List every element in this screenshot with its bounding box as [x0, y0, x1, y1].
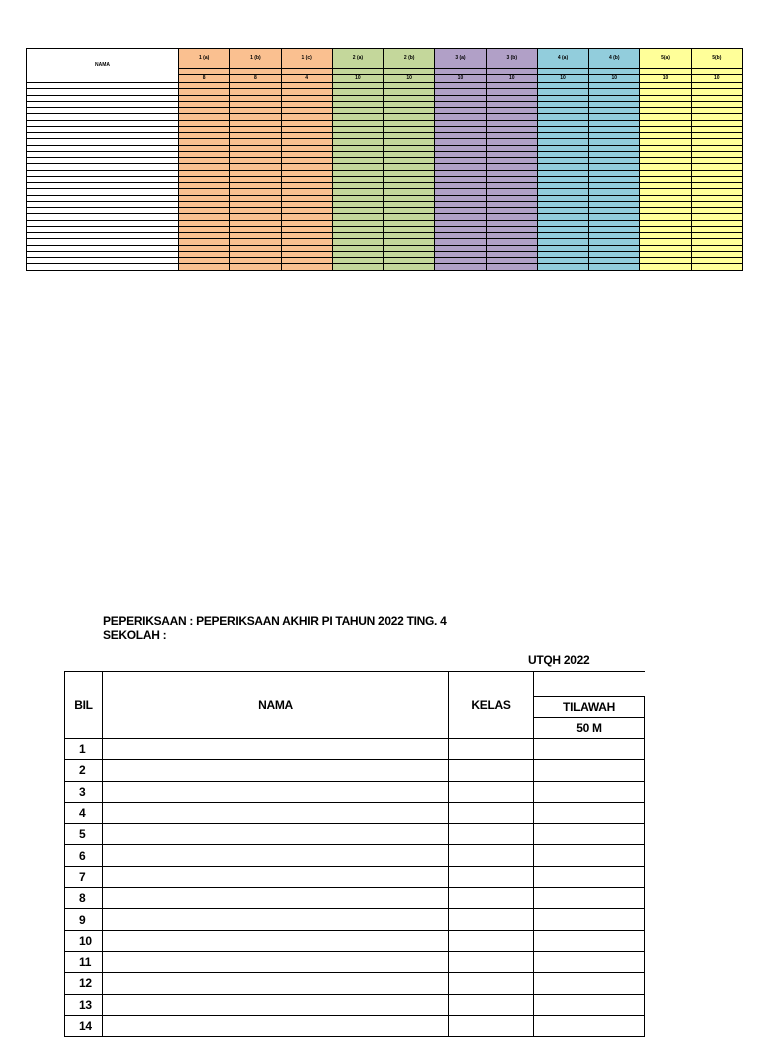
- score-cell[interactable]: [486, 264, 537, 270]
- question-header: 5(b): [691, 49, 742, 69]
- tilawah-cell[interactable]: [534, 994, 645, 1015]
- nama-cell[interactable]: [103, 951, 449, 972]
- score-cell[interactable]: [640, 264, 691, 270]
- question-header: 2 (b): [384, 49, 435, 69]
- question-header: 4 (a): [537, 49, 588, 69]
- tilawah-cell[interactable]: [534, 973, 645, 994]
- tilawah-header: TILAWAH: [534, 697, 645, 718]
- max-mark-cell: 4: [281, 75, 332, 83]
- list-item: [65, 973, 645, 994]
- bil-cell: 7: [65, 866, 103, 887]
- tilawah-cell[interactable]: [534, 888, 645, 909]
- bil-cell: 2: [65, 760, 103, 781]
- bil-cell: 8: [65, 888, 103, 909]
- score-cell[interactable]: [281, 264, 332, 270]
- kelas-cell[interactable]: [449, 994, 534, 1015]
- school-label: SEKOLAH :: [103, 628, 167, 642]
- tilawah-cell[interactable]: [534, 930, 645, 951]
- max-mark-cell: 10: [640, 75, 691, 83]
- score-cell[interactable]: [332, 264, 383, 270]
- kelas-cell[interactable]: [449, 951, 534, 972]
- max-mark-cell: 10: [537, 75, 588, 83]
- question-header: 4 (b): [589, 49, 640, 69]
- question-header: 1 (b): [230, 49, 281, 69]
- nama-cell[interactable]: [103, 845, 449, 866]
- max-mark-cell: 8: [179, 75, 230, 83]
- nama-cell[interactable]: [103, 760, 449, 781]
- kelas-header: KELAS: [449, 672, 534, 739]
- list-item: [65, 888, 645, 909]
- kelas-cell[interactable]: [449, 1015, 534, 1036]
- tilawah-cell[interactable]: [534, 802, 645, 823]
- max-mark-cell: 10: [332, 75, 383, 83]
- tilawah-cell[interactable]: [534, 866, 645, 887]
- bil-header: BIL: [65, 672, 103, 739]
- nama-cell[interactable]: [103, 994, 449, 1015]
- bil-cell: 14: [65, 1015, 103, 1036]
- score-cell[interactable]: [384, 264, 435, 270]
- tilawah-cell[interactable]: [534, 781, 645, 802]
- tilawah-cell[interactable]: [534, 909, 645, 930]
- kelas-cell[interactable]: [449, 760, 534, 781]
- nama-cell[interactable]: [103, 781, 449, 802]
- tilawah-cell[interactable]: [534, 760, 645, 781]
- nama-cell[interactable]: [103, 973, 449, 994]
- bil-cell: 6: [65, 845, 103, 866]
- kelas-cell[interactable]: [449, 888, 534, 909]
- list-item: [65, 866, 645, 887]
- score-cell[interactable]: [179, 264, 230, 270]
- kelas-cell[interactable]: [449, 973, 534, 994]
- nama-cell[interactable]: [103, 888, 449, 909]
- score-cell[interactable]: [589, 264, 640, 270]
- exam-header: [103, 614, 447, 642]
- score-sheet-table: [26, 48, 743, 271]
- score-cell[interactable]: [537, 264, 588, 270]
- kelas-cell[interactable]: [449, 909, 534, 930]
- nama-cell[interactable]: [103, 1015, 449, 1036]
- kelas-cell[interactable]: [449, 824, 534, 845]
- nama-column-header: NAMA: [27, 49, 179, 83]
- tilawah-cell[interactable]: [534, 1015, 645, 1036]
- nama-cell[interactable]: [103, 802, 449, 823]
- bil-cell: 12: [65, 973, 103, 994]
- question-header: 3 (a): [435, 49, 486, 69]
- bil-cell: 9: [65, 909, 103, 930]
- question-header: 2 (a): [332, 49, 383, 69]
- tilawah-cell[interactable]: [534, 739, 645, 760]
- question-header: 1 (c): [281, 49, 332, 69]
- tilawah-cell[interactable]: [534, 951, 645, 972]
- max-mark-cell: 8: [230, 75, 281, 83]
- tilawah-max-header: 50 M: [534, 718, 645, 739]
- bil-cell: 11: [65, 951, 103, 972]
- kelas-cell[interactable]: [449, 866, 534, 887]
- exam-title: PEPERIKSAAN : PEPERIKSAAN AKHIR PI TAHUN 2022 TING. 4: [103, 614, 447, 628]
- kelas-cell[interactable]: [449, 802, 534, 823]
- max-mark-cell: 10: [691, 75, 742, 83]
- list-item: [65, 930, 645, 951]
- list-item: [65, 739, 645, 760]
- exam-result-table: [64, 671, 645, 1037]
- score-cell[interactable]: [230, 264, 281, 270]
- nama-cell[interactable]: [103, 909, 449, 930]
- question-header: 5(a): [640, 49, 691, 69]
- nama-cell[interactable]: [103, 739, 449, 760]
- utqh-header-gap: [534, 672, 645, 697]
- nama-cell[interactable]: [103, 866, 449, 887]
- max-mark-cell: 10: [589, 75, 640, 83]
- nama-cell[interactable]: [103, 930, 449, 951]
- bil-cell: 13: [65, 994, 103, 1015]
- kelas-cell[interactable]: [449, 739, 534, 760]
- tilawah-cell[interactable]: [534, 845, 645, 866]
- max-mark-cell: 10: [435, 75, 486, 83]
- score-cell[interactable]: [691, 264, 742, 270]
- score-cell[interactable]: [435, 264, 486, 270]
- list-item: [65, 824, 645, 845]
- list-item: [65, 845, 645, 866]
- list-item: [65, 760, 645, 781]
- utqh-group-label: UTQH 2022: [528, 653, 590, 667]
- list-item: [65, 951, 645, 972]
- table-row: [27, 264, 743, 270]
- bil-cell: 1: [65, 739, 103, 760]
- list-item: [65, 1015, 645, 1036]
- nama-cell[interactable]: [103, 824, 449, 845]
- nama-header: NAMA: [103, 672, 449, 739]
- kelas-cell[interactable]: [449, 930, 534, 951]
- bil-cell: 5: [65, 824, 103, 845]
- kelas-cell[interactable]: [449, 781, 534, 802]
- bil-cell: 10: [65, 930, 103, 951]
- bil-cell: 4: [65, 802, 103, 823]
- list-item: [65, 994, 645, 1015]
- list-item: [65, 781, 645, 802]
- max-mark-cell: 10: [384, 75, 435, 83]
- max-mark-cell: 10: [486, 75, 537, 83]
- list-item: [65, 909, 645, 930]
- question-header: 1 (a): [179, 49, 230, 69]
- kelas-cell[interactable]: [449, 845, 534, 866]
- list-item: [65, 802, 645, 823]
- name-cell[interactable]: [27, 264, 179, 270]
- question-header: 3 (b): [486, 49, 537, 69]
- bil-cell: 3: [65, 781, 103, 802]
- tilawah-cell[interactable]: [534, 824, 645, 845]
